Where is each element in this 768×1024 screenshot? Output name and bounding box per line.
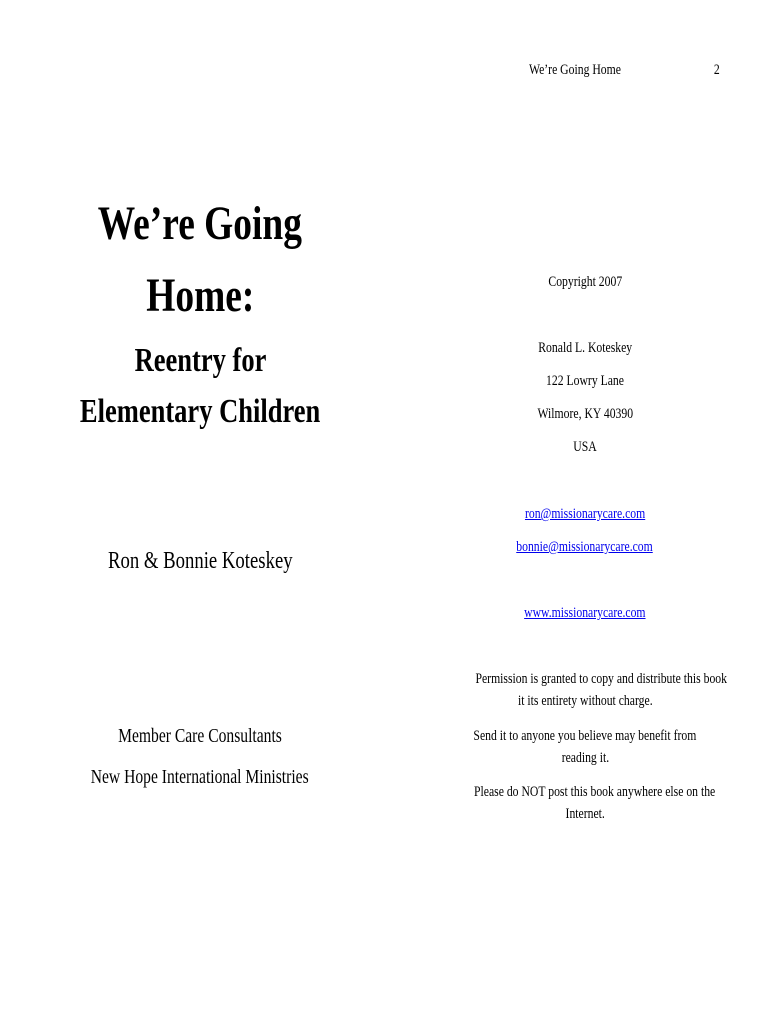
posting-notice-line1: Please do NOT post this book anywhere else on the	[474, 784, 716, 800]
page-number: 2	[713, 62, 720, 78]
organization-line1: Member Care Consultants	[118, 725, 282, 747]
organization-line2: New Hope International Ministries	[91, 766, 309, 788]
book-title-line2: Home:	[145, 269, 255, 322]
author-name: Ronald L. Koteskey	[538, 340, 632, 356]
copyright-notice: Copyright 2007	[548, 274, 622, 290]
send-text-line2: reading it.	[561, 750, 609, 766]
running-header-title: We’re Going Home	[529, 62, 621, 78]
address-country: USA	[573, 439, 597, 455]
send-text-line1: Send it to anyone you believe may benefit from	[473, 728, 697, 744]
permission-text-line1: Permission is granted to copy and distribute this book	[475, 671, 728, 687]
book-subtitle-line1: Reentry for	[134, 342, 266, 379]
book-title-line1: We’re Going	[97, 197, 303, 250]
address-street: 122 Lowry Lane	[546, 373, 624, 389]
email-link-ron[interactable]: ron@missionarycare.com	[524, 506, 646, 522]
book-subtitle-line2: Elementary Children	[79, 393, 321, 430]
authors: Ron & Bonnie Koteskey	[107, 548, 293, 574]
website-link[interactable]: www.missionarycare.com	[524, 605, 646, 621]
address-city: Wilmore, KY 40390	[537, 406, 633, 422]
posting-notice-line2: Internet.	[565, 806, 605, 822]
email-link-bonnie[interactable]: bonnie@missionarycare.com	[516, 539, 654, 555]
permission-text-line2: it its entirety without charge.	[517, 693, 653, 709]
